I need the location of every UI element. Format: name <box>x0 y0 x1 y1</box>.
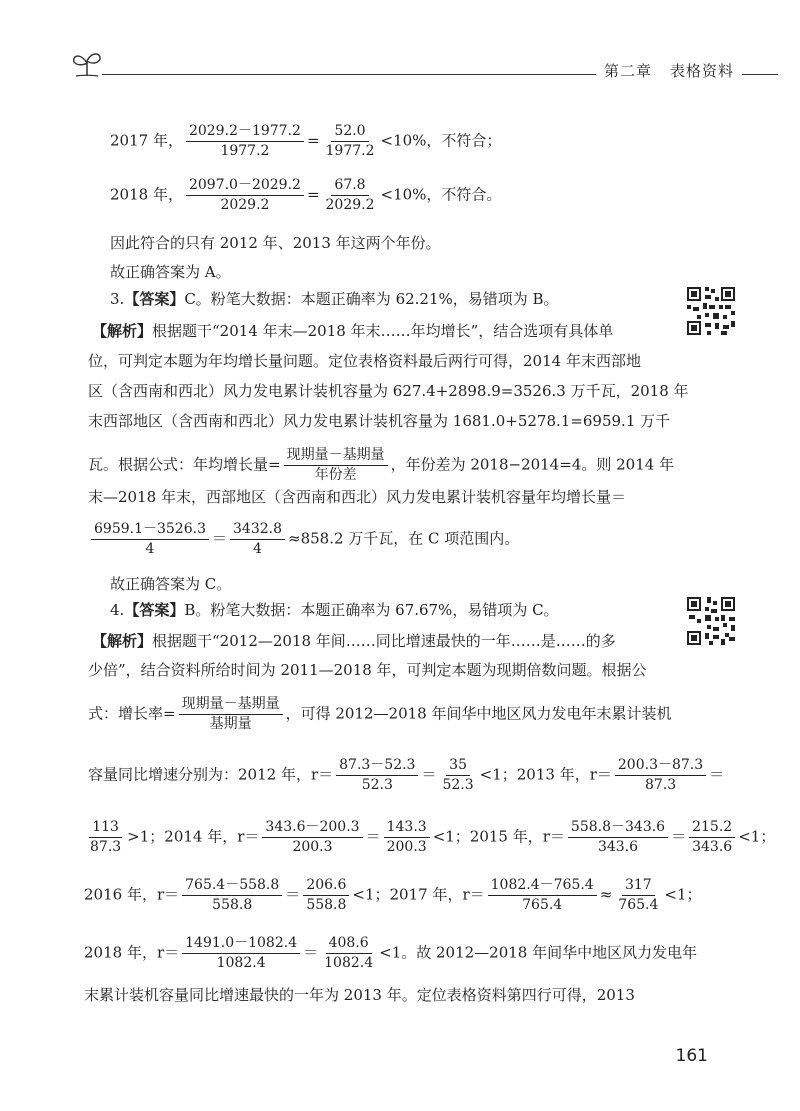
qr-code-icon[interactable] <box>685 595 737 647</box>
analysis-text: 根据题干“2012—2018 年间……同比增速最快的一年……是……的多 <box>152 632 616 650</box>
q4-analysis-line-8: 末累计装机容量同比增速最快的一年为 2013 年。定位表格资料第四行可得，2013 <box>84 986 635 1004</box>
variable-r: r＝ <box>156 943 180 962</box>
analysis-text: <1；2017 年， <box>352 885 463 904</box>
equals: ＝ <box>303 943 319 962</box>
fraction <box>186 122 304 161</box>
denominator: 1082.4 <box>216 955 266 971</box>
analysis-text: ，可得 2012—2018 年间华中地区风力发电年末累计装机 <box>285 704 672 723</box>
denominator: 343.6 <box>692 839 733 855</box>
analysis-text: >1；2014 年， <box>127 827 238 846</box>
numerator: 2097.0－2029.2 <box>186 176 304 196</box>
equals: ＝ <box>365 827 381 846</box>
year-label: 2018 年， <box>110 185 183 204</box>
denominator: 343.6 <box>597 839 639 855</box>
fraction <box>87 818 124 857</box>
year-label: 2017 年， <box>110 131 183 150</box>
numerator: 现期量－基期量 <box>284 446 388 466</box>
fraction <box>303 876 349 915</box>
formula-label: 式：增长率= <box>88 704 176 723</box>
equals: ＝ <box>421 765 437 784</box>
fraction <box>689 818 735 857</box>
analysis-text: ，年份差为 2018−2014=4。则 2014 年 <box>390 455 675 474</box>
header-rule-right <box>742 74 778 75</box>
header-rule-left <box>102 74 596 75</box>
denominator: 200.3 <box>386 839 427 855</box>
denominator: 年份差 <box>314 467 357 483</box>
numerator: 558.8－343.6 <box>568 818 668 838</box>
denominator: 558.8 <box>306 897 347 913</box>
numerator: 35 <box>446 756 470 776</box>
equals: = <box>306 185 320 204</box>
analysis-text: <1； <box>664 885 702 904</box>
fraction <box>615 756 706 795</box>
denominator: 765.4 <box>522 897 563 913</box>
fraction <box>321 934 376 973</box>
approx: ≈ <box>599 885 613 904</box>
denominator: 2029.2 <box>325 197 375 213</box>
fraction <box>439 756 476 795</box>
answer-summary: C。粉笔大数据：本题正确率为 62.21%，易错项为 B。 <box>184 290 559 308</box>
q3-analysis-line-2: 位，可判定本题为年均增长量问题。定位表格资料最后两行可得，2014 年末西部地 <box>88 352 641 370</box>
fraction <box>323 122 378 161</box>
numerator: 6959.1－3526.3 <box>91 520 209 540</box>
numerator: 408.6 <box>326 934 372 954</box>
result-text: <10%，不符合； <box>380 131 502 150</box>
variable-r: r＝ <box>542 827 565 846</box>
fraction <box>182 934 300 973</box>
chapter-label: 第二章 <box>604 62 653 80</box>
fraction <box>179 695 283 734</box>
denominator: 765.4 <box>618 897 659 913</box>
q4-analysis-line-7 <box>84 934 697 973</box>
analysis-text: 2016 年， <box>84 885 157 904</box>
q4-analysis-line-5 <box>84 818 775 857</box>
q4-analysis-line-6 <box>84 876 702 915</box>
q4-analysis-line-1 <box>92 631 616 651</box>
fraction <box>284 446 388 485</box>
q3-analysis-line-4: 末西部地区（含西南和西北）风力发电累计装机容量为 1681.0+5278.1=6959.1 万千 <box>88 412 671 430</box>
denominator: 87.3 <box>644 777 677 793</box>
denominator: 4 <box>253 541 262 557</box>
equals: ＝ <box>671 827 687 846</box>
numerator: 113 <box>89 818 122 838</box>
numerator: 215.2 <box>689 818 735 838</box>
fraction <box>186 176 304 215</box>
numerator: 143.3 <box>384 818 430 838</box>
fraction <box>615 876 661 915</box>
question-number: 3. <box>110 290 125 308</box>
q3-analysis-line-5 <box>88 446 674 485</box>
page-number: 161 <box>675 1046 708 1066</box>
answer-text: 故正确答案为 A。 <box>110 263 231 281</box>
analysis-text: 容量同比增速分别为：2012 年， <box>88 765 311 784</box>
numerator: 206.6 <box>303 876 349 896</box>
numerator: 1082.4－765.4 <box>488 876 597 896</box>
formula-label: 瓦。根据公式：年均增长量= <box>88 455 281 474</box>
analysis-tag: 【解析】 <box>92 322 153 340</box>
analysis-text: <1；2015 年， <box>432 827 543 846</box>
fraction <box>230 520 285 559</box>
denominator: 1977.2 <box>220 143 270 159</box>
denominator: 1082.4 <box>324 955 374 971</box>
q3-answer-text: 故正确答案为 C。 <box>110 575 232 593</box>
analysis-text: 2018 年， <box>84 943 157 962</box>
numerator: 52.0 <box>331 122 368 142</box>
numerator: 1491.0－1082.4 <box>182 934 300 954</box>
q4-analysis-line-3 <box>88 695 671 734</box>
fraction <box>384 818 430 857</box>
denominator: 2029.2 <box>220 197 270 213</box>
fraction <box>488 876 597 915</box>
numerator: 200.3－87.3 <box>615 756 706 776</box>
answer-tag: 【答案】 <box>124 601 185 619</box>
q4-answer-line <box>110 600 559 620</box>
analysis-tag: 【解析】 <box>92 632 153 650</box>
numerator: 现期量－基期量 <box>179 695 283 715</box>
q3-analysis-line-1 <box>92 321 613 341</box>
denominator: 1977.2 <box>325 143 375 159</box>
q4-analysis-line-2: 少倍”，结合资料所给时间为 2011—2018 年，可判定本题为现期倍数问题。根据公 <box>88 661 647 679</box>
question-number: 4. <box>110 601 125 619</box>
denominator: 200.3 <box>292 839 333 855</box>
analysis-text: <1； <box>738 827 776 846</box>
conclusion-text: 因此符合的只有 2012 年、2013 年这两个年份。 <box>110 234 441 252</box>
qr-code-icon[interactable] <box>685 285 737 337</box>
analysis-text: <1。故 2012—2018 年间华中地区风力发电年 <box>379 943 698 962</box>
result-text: <10%，不符合。 <box>380 185 502 204</box>
denominator: 基期量 <box>209 716 252 732</box>
q3-analysis-line-3: 区（含西南和西北）风力发电累计装机容量为 627.4+2898.9=3526.3 万千瓦，2018 年 <box>88 382 689 400</box>
denominator: 558.8 <box>212 897 253 913</box>
numerator: 3432.8 <box>230 520 285 540</box>
denominator: 52.3 <box>361 777 393 793</box>
answer-tag: 【答案】 <box>124 290 185 308</box>
q3-answer-line <box>110 289 559 309</box>
variable-r: r＝ <box>237 827 260 846</box>
sprout-logo-icon <box>70 48 104 78</box>
q3-analysis-line-7 <box>88 520 519 559</box>
fraction <box>182 876 282 915</box>
answer-summary: B。粉笔大数据：本题正确率为 67.67%，易错项为 C。 <box>184 601 559 619</box>
numerator: 67.8 <box>331 176 368 196</box>
numerator: 317 <box>622 876 655 896</box>
variable-r: r＝ <box>589 765 612 784</box>
q3-analysis-line-6: 末—2018 年末，西部地区（含西南和西北）风力发电累计装机容量年均增长量＝ <box>88 488 626 506</box>
analysis-text: ≈858.2 万千瓦，在 C 项范围内。 <box>288 529 520 548</box>
analysis-text: 根据题干“2014 年末—2018 年末……年均增长”，结合选项有具体单 <box>152 322 614 340</box>
numerator: 343.6－200.3 <box>262 818 362 838</box>
fraction <box>262 818 362 857</box>
fraction <box>336 756 418 795</box>
equals: ＝ <box>285 885 301 904</box>
equals: ＝ <box>709 765 725 784</box>
fraction <box>91 520 209 559</box>
variable-r: r＝ <box>310 765 334 784</box>
q4-analysis-line-4 <box>88 756 724 795</box>
numerator: 2029.2－1977.2 <box>186 122 304 142</box>
variable-r: r＝ <box>462 885 485 904</box>
denominator: 87.3 <box>90 839 122 855</box>
denominator: 52.3 <box>442 777 474 793</box>
calc-line-2017 <box>110 122 501 161</box>
running-header <box>604 60 752 81</box>
equals: ＝ <box>211 529 227 548</box>
denominator: 4 <box>145 541 155 557</box>
equals: = <box>306 131 320 150</box>
numerator: 87.3－52.3 <box>336 756 418 776</box>
numerator: 765.4－558.8 <box>182 876 282 896</box>
fraction <box>568 818 668 857</box>
analysis-text: <1；2013 年， <box>479 765 590 784</box>
chapter-title: 表格资料 <box>670 62 735 80</box>
calc-line-2018 <box>110 176 501 215</box>
variable-r: r＝ <box>156 885 180 904</box>
fraction <box>323 176 378 215</box>
